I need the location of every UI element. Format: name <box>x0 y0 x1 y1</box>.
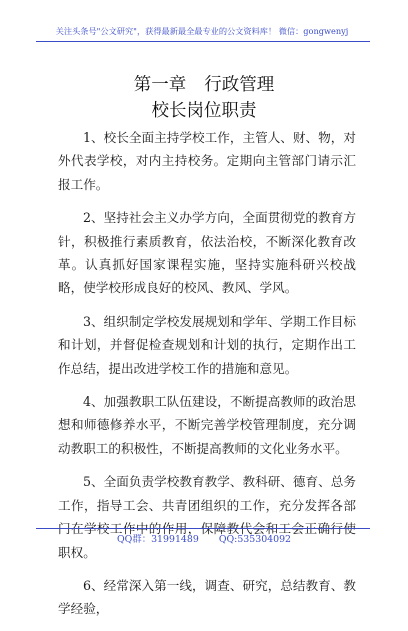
paragraph-1: 1、校长全面主持学校工作，主管人、财、物，对外代表学校，对内主持校务。定期向主管部门请示汇报工作。 <box>58 130 356 192</box>
header-promo-note: 关注头条号"公文研究"，获得最新最全最专业的公文资料库！ 微信：gongwenyj <box>55 26 349 36</box>
document-body <box>58 126 356 631</box>
paragraph-2: 2、坚持社会主义办学方向，全面贯彻党的教育方针，积极推行素质教育，依法治校，不断深化教育改革。认真抓好国家课程实施，坚持实施科研兴校战略，使学校形成良好的校风、教风、学风。 <box>58 210 356 296</box>
paragraph-5: 5、全面负责学校教育教学、教科研、德育、总务工作，指导工会、共青团组织的工作，充分发挥各部门在学校工作中的作用，保障教代会和工会正确行使职权。 <box>58 474 356 560</box>
section-title: 校长岗位职责 <box>151 101 257 121</box>
footer-divider <box>36 528 370 529</box>
chapter-name: 行政管理 <box>204 75 275 95</box>
footer-contact <box>0 534 408 546</box>
paragraph-4: 4、加强教职工队伍建设，不断提高教师的政治思想和师德修养水平，不断完善学校管理制度，充分调动教职工的积极性，不断提高教师的文化业务水平。 <box>58 394 356 456</box>
chapter-number: 第一章 <box>133 75 187 95</box>
paragraph-3: 3、组织制定学校发展规划和学年、学期工作目标和计划，并督促检查规划和计划的执行，定期作出工作总结，提出改进学校工作的措施和意见。 <box>58 313 356 376</box>
header-divider <box>36 41 370 42</box>
paragraph-6: 6、经常深入第一线，调查、研究，总结教育、教学经验， <box>58 577 356 617</box>
footer-qq-group: QQ群：31991489 <box>116 534 199 545</box>
footer-qq: QQ:535304092 <box>218 534 292 545</box>
chapter-title <box>0 74 408 96</box>
